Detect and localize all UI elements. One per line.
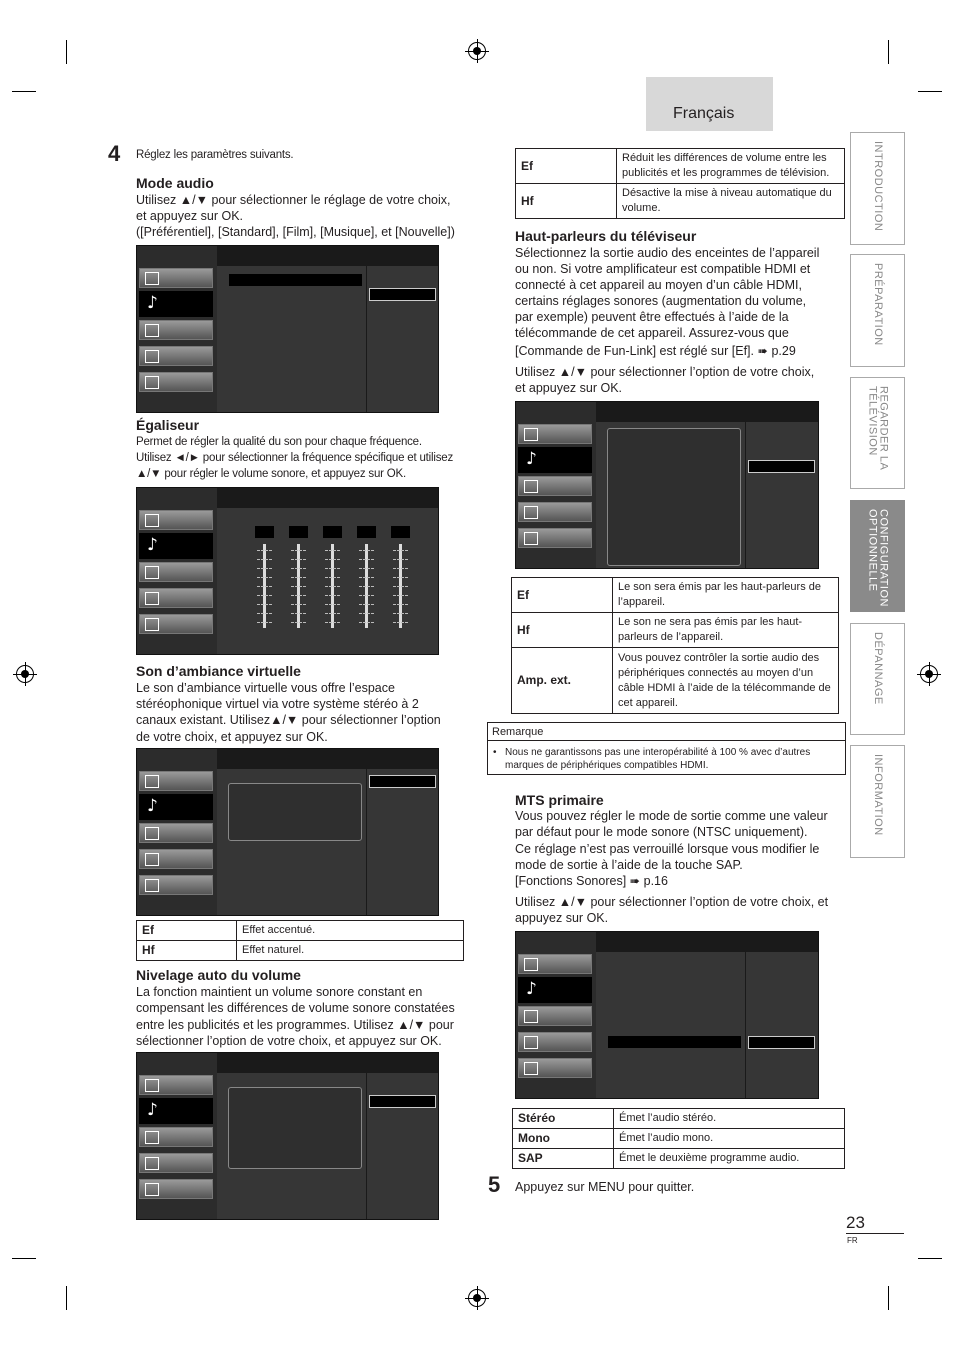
reference-line: [Fonctions Sonores] ➠ p.16 [515,874,668,888]
menu-setup [139,1127,213,1147]
crop-mark [918,91,942,92]
eq-band-cap [391,526,410,538]
table-row: Mono Émet l’audio mono. [513,1129,845,1149]
music-note-icon: ♪ [526,449,537,469]
eq-tick [393,586,408,587]
menu-picture [139,510,213,530]
options-table [136,920,464,961]
eq-tick [393,550,408,551]
body-text: canaux existant. Utilisez▲/▼ pour sélectionner l’option [136,713,441,727]
eq-tick [257,595,272,596]
step-number: 4 [108,141,121,166]
menu-features [518,1032,592,1052]
step-text: Appuyez sur MENU pour quitter. [515,1180,695,1194]
footer-lang: FR [847,1236,858,1245]
setup-icon [524,532,538,545]
eq-tick [257,622,272,623]
language-label: Français [673,105,735,122]
eq-tick [325,586,340,587]
eq-tick [291,595,306,596]
eq-tick [291,586,306,587]
eq-tick [257,568,272,569]
menu-features [139,588,213,608]
body-text: Vous pouvez régler le mode de sortie comme une valeur [515,809,828,823]
eq-tick [325,604,340,605]
registration-mark-icon [468,42,486,60]
section-title: Égaliseur [136,417,200,433]
eq-tick [393,559,408,560]
eq-tick [393,568,408,569]
side-tab-preparation[interactable]: PRÉPARATION [850,254,905,367]
picture-icon [524,428,538,441]
menu-sound [518,447,592,473]
body-text: sélectionner l’option de votre choix, et appuyez sur OK. [136,1034,442,1048]
eq-tick [359,577,374,578]
eq-tick [359,559,374,560]
eq-tick [257,550,272,551]
step-number: 5 [488,1172,501,1197]
eq-tick [291,604,306,605]
eq-tick [359,604,374,605]
body-text: stéréophonique virtuel via votre système stéréo à 2 [136,697,419,711]
registration-mark-icon [468,1289,486,1307]
section-title: Son d’ambiance virtuelle [136,663,301,679]
bullet-dot: • [493,747,497,758]
crop-mark [66,40,67,64]
crop-mark [12,1258,36,1259]
picture-icon [145,1079,159,1092]
body-text: par défaut pour le mode sonore (NTSC uniquement). [515,825,808,840]
note-title: Remarque [492,726,544,738]
body-text: de votre choix, et appuyez sur OK. [136,730,328,744]
eq-tick [393,613,408,614]
menu-features [139,1153,213,1173]
equalizer-icon [145,1131,159,1144]
eq-tick [359,595,374,596]
table-row: Hf Effet naturel. [137,941,464,961]
table-row: Stéréo Émet l’audio stéréo. [513,1109,845,1129]
table-row: Ef Réduit les différences de volume entre les publicités et les programmes de télévision. [516,149,845,184]
menu-features [139,346,213,366]
table-row: Amp. ext. Vous pouvez contrôler la sortie audio des périphériques connectés au moyen d’un câble HDMI à l’aide de la télécommande de cet appareil. [512,648,839,714]
body-text: Utilisez ▲/▼ pour sélectionner l’option de votre choix, et [515,895,829,909]
step-text: Réglez les paramètres suivants. [136,149,294,161]
setup-icon [145,1183,159,1196]
menu-language [139,875,213,895]
section-title: Mode audio [136,175,214,191]
music-note-icon: ♪ [147,535,158,555]
menu-setup [139,320,213,340]
eq-tick [325,577,340,578]
body-text: mode de sortie à l’aide de la touche SAP. [515,857,743,872]
eq-tick [359,622,374,623]
copy-icon [145,350,159,363]
eq-tick [291,622,306,623]
body-text: et appuyez sur OK. [515,381,623,395]
eq-tick [325,613,340,614]
copy-icon [524,506,538,519]
eq-tick [257,559,272,560]
picture-icon [524,958,538,971]
menu-sound [139,533,213,559]
body-text: télécommande de cet appareil. Assurez-vous que [515,326,789,340]
section-title: Haut-parleurs du téléviseur [515,228,697,244]
crop-mark [888,1286,889,1310]
eq-tick [291,568,306,569]
menu-setup [518,476,592,496]
eq-tick [359,613,374,614]
copy-icon [524,1036,538,1049]
side-tab-depannage[interactable]: DÉPANNAGE [850,623,905,735]
picture-icon [145,272,159,285]
body-text: entre les publicités et les programmes. Utilisez ▲/▼ pour [136,1018,454,1032]
crop-mark [12,91,36,92]
menu-picture [139,268,213,288]
body-text: connecté à cet appareil au moyen d’un câble HDMI, [515,278,802,292]
table-row: Hf Désactive la mise à niveau automatique du volume. [516,184,845,219]
menu-language [518,1058,592,1078]
equalizer-icon [145,827,159,840]
crop-mark [918,1258,942,1259]
side-tab-information[interactable]: INFORMATION [850,745,905,858]
setup-icon [524,1062,538,1075]
music-note-icon: ♪ [147,1100,158,1120]
picture-icon [145,775,159,788]
setup-icon [145,618,159,631]
table-row: SAP Émet le deuxième programme audio. [513,1149,845,1169]
eq-tick [291,577,306,578]
eq-tick [359,550,374,551]
body-text: et appuyez sur OK. [136,209,244,223]
section-title: Nivelage auto du volume [136,967,301,983]
body-text: appuyez sur OK. [515,911,609,925]
copy-icon [145,853,159,866]
menu-setup [139,823,213,843]
menu-sound [139,1098,213,1124]
copy-icon [145,592,159,605]
tv-menu-screen [136,748,439,916]
page-number: 23 [846,1213,865,1232]
table-row: Ef Le son sera émis par les haut-parleurs de l’appareil. [512,578,839,613]
menu-picture [139,771,213,791]
crop-mark [66,1286,67,1310]
eq-band-cap [357,526,376,538]
menu-setup [139,562,213,582]
crop-mark [888,40,889,64]
eq-tick [257,586,272,587]
side-tab-regarder[interactable]: REGARDER LA TÉLÉVISION [850,377,905,489]
table-row: Ef Effet accentué. [137,921,464,941]
menu-language [139,1179,213,1199]
eq-band-cap [323,526,342,538]
body-text: La fonction maintient un volume sonore constant en [136,985,423,999]
eq-tick [291,550,306,551]
tv-menu-screen [515,401,819,569]
eq-tick [291,613,306,614]
eq-tick [359,586,374,587]
note-text: marques de périphériques compatibles HDMI. [505,760,709,771]
tv-menu-screen [136,245,439,413]
eq-tick [257,577,272,578]
body-text: Utilisez ▲/▼ pour sélectionner l’option de votre choix, [515,365,815,379]
eq-tick [257,613,272,614]
registration-mark-icon [920,665,938,683]
body-text: certains réglages sonores (augmentation du volume, [515,294,807,308]
menu-sound [139,291,213,317]
eq-tick [393,595,408,596]
eq-band-cap [255,526,274,538]
menu-features [518,502,592,522]
menu-features [139,849,213,869]
options-table [512,1108,845,1169]
body-text: Sélectionnez la sortie audio des enceintes de l’appareil [515,246,820,260]
eq-tick [359,568,374,569]
body-text: Utilisez ▲/▼ pour sélectionner le réglage de votre choix, [136,193,451,207]
menu-language [139,614,213,634]
menu-language [518,528,592,548]
menu-setup [518,1006,592,1026]
eq-tick [325,568,340,569]
body-text: par exemple) peuvent être effectués à l’aide de la [515,310,789,324]
reference-line: [Commande de Fun-Link] est réglé sur [Ef]. ➠ p.29 [515,344,796,358]
menu-sound [139,794,213,820]
eq-tick [325,550,340,551]
equalizer-icon [145,324,159,337]
music-note-icon: ♪ [526,979,537,999]
equalizer-icon [524,1010,538,1023]
tv-menu-screen [515,931,819,1099]
body-text: ▲/▼ pour régler le volume sonore, et appuyez sur OK. [136,468,406,480]
body-text: Permet de régler la qualité du son pour chaque fréquence. [136,436,422,448]
tv-menu-screen [136,1052,439,1220]
language-tab [646,77,773,131]
setup-icon [145,376,159,389]
eq-tick [325,559,340,560]
body-text: ou non. Si votre amplificateur est compatible HDMI et [515,262,811,276]
tv-equalizer-screen [136,487,439,655]
options-table [511,577,839,714]
body-text: ([Préférentiel], [Standard], [Film], [Musique], et [Nouvelle]) [136,225,455,239]
equalizer-icon [145,566,159,579]
arrow-ref-icon: ➠ [629,874,641,888]
setup-icon [145,879,159,892]
eq-tick [393,577,408,578]
eq-tick [325,622,340,623]
body-text: compensant les différences de volume sonore constatées [136,1001,455,1015]
side-tab-configuration[interactable]: CONFIGURATION OPTIONNELLE [850,500,905,612]
eq-band-cap [289,526,308,538]
side-tab-introduction[interactable]: INTRODUCTION [850,132,905,245]
eq-tick [393,604,408,605]
eq-tick [291,559,306,560]
menu-picture [518,954,592,974]
equalizer-icon [524,480,538,493]
music-note-icon: ♪ [147,293,158,313]
options-table [515,148,845,219]
section-title: MTS primaire [515,792,604,808]
arrow-ref-icon: ➠ [757,344,768,358]
note-text: Nous ne garantissons pas une interopérabilité à 100 % avec d’autres [505,747,811,758]
body-text: Ce réglage n’est pas verrouillé lorsque vous modifier le [515,841,820,856]
picture-icon [145,514,159,527]
table-row: Hf Le son ne sera pas émis par les haut-parleurs de l’appareil. [512,613,839,648]
music-note-icon: ♪ [147,796,158,816]
copy-icon [145,1157,159,1170]
eq-tick [257,604,272,605]
body-text: Utilisez ◄/► pour sélectionner la fréquence spécifique et utilisez [136,452,454,464]
registration-mark-icon [16,665,34,683]
menu-picture [139,1075,213,1095]
footer-rule [846,1233,904,1234]
eq-tick [325,595,340,596]
body-text: Le son d’ambiance virtuelle vous offre l’espace [136,681,395,695]
menu-picture [518,424,592,444]
menu-sound [518,977,592,1003]
menu-language [139,372,213,392]
eq-tick [393,622,408,623]
